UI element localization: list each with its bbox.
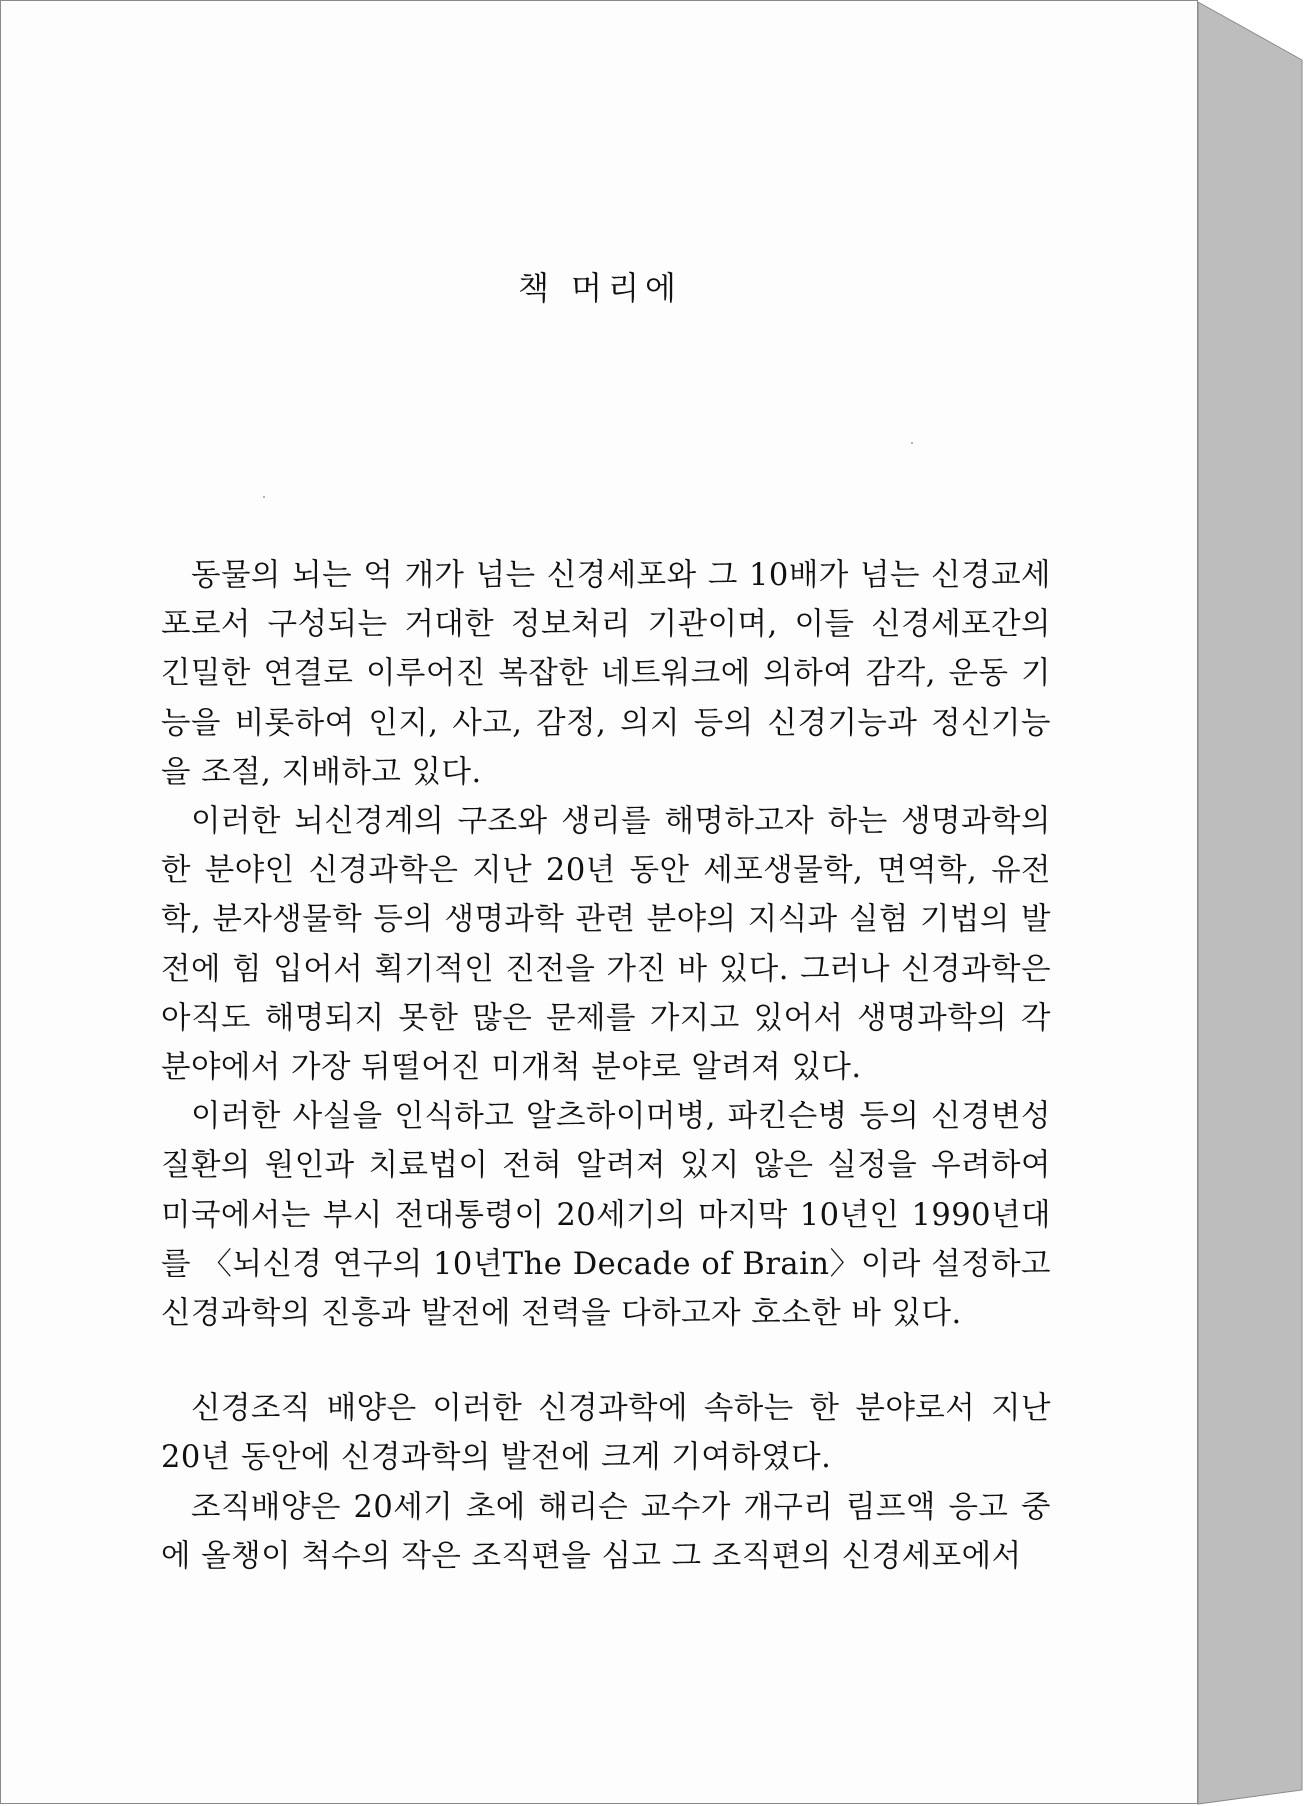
paragraph: 조직배양은 20세기 초에 해리슨 교수가 개구리 림프액 응고 중에 올챙이 척수의 작은 조직편을 심고 그 조직편의 신경세포에서: [161, 1489, 1051, 1574]
scan-speck: [911, 442, 913, 444]
paragraph: 동물의 뇌는 억 개가 넘는 신경세포와 그 10배가 넘는 신경교세포로서 구성되는 거대한 정보처리 기관이며, 이들 신경세포간의 긴밀한 연결로 이루어진 복잡한 네트워크에 의하여 감각, 운동 기능을 비롯하여 인지, 사고, 감정, 의지 등의 신경기능과 정신기능을 조절, 지배하고 있다.: [161, 558, 1051, 790]
paragraph: 이러한 사실을 인식하고 알츠하이머병, 파킨슨병 등의 신경변성 질환의 원인과 치료법이 전혀 알려져 있지 않은 실정을 우려하여 미국에서는 부시 전대통령이 20세기의 마지막 10년인 1990년대를 〈뇌신경 연구의 10년The Decade of Brain〉이라 설정하고 신경과학의 진흥과 발전에 전력을 다하고자 호소한 바 있다.: [161, 1099, 1051, 1332]
page-title: 책 머리에: [518, 269, 682, 307]
paragraph: 신경조직 배양은 이러한 신경과학에 속하는 한 분야로서 지난 20년 동안에 신경과학의 발전에 크게 기여하였다.: [161, 1391, 1051, 1476]
scan-speck: [263, 496, 265, 498]
section-gap: [161, 1338, 1051, 1384]
body-text: [161, 551, 1051, 1581]
paragraph: 이러한 뇌신경계의 구조와 생리를 해명하고자 하는 생명과학의 한 분야인 신경과학은 지난 20년 동안 세포생물학, 면역학, 유전학, 분자생물학 등의 생명과학 관련 분야의 지식과 실험 기법의 발전에 힘 입어서 획기적인 진전을 가진 바 있다. 그러나 신경과학은 아직도 해명되지 못한 많은 문제를 가지고 있어서 생명과학의 각 분야에서 가장 뒤떨어진 미개척 분야로 알려져 있다.: [161, 804, 1051, 1086]
